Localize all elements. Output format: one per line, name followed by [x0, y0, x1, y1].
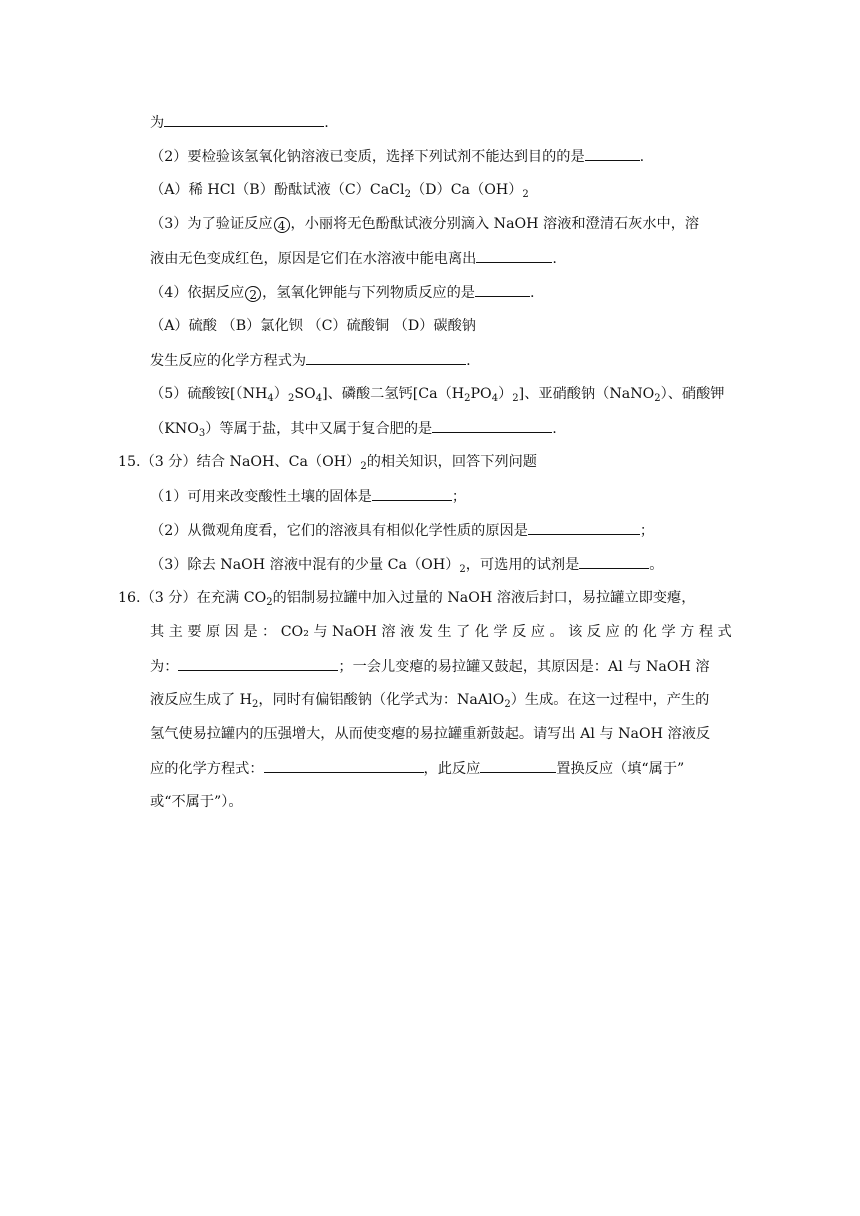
text: 的相关知识，回答下列问题 [366, 454, 537, 470]
subscript: 2 [404, 189, 411, 200]
q14-part2-options [150, 180, 529, 200]
answer-blank[interactable] [432, 418, 552, 433]
answer-blank[interactable] [306, 350, 466, 365]
q15-part3 [150, 554, 663, 574]
subscript: 4 [491, 393, 499, 404]
q16-line2-word: 原 [206, 624, 221, 640]
text: （1）可用来改变酸性土壤的固体是 [150, 489, 372, 505]
text: （KNO [150, 421, 199, 437]
text: ； [451, 489, 467, 505]
text: 15.（3 分）结合 NaOH、Ca（OH） [118, 454, 361, 470]
q16-line2-word: 要 [187, 624, 202, 640]
subscript: 2 [654, 393, 661, 404]
q16-line2-word: 因 [224, 624, 239, 640]
answer-blank[interactable] [264, 758, 424, 773]
answer-blank[interactable] [476, 248, 552, 263]
text: 为 [150, 115, 165, 131]
text: 或“不属于”）。 [150, 794, 243, 810]
q16-line2-word: 方 [680, 624, 695, 640]
text: PO [470, 386, 492, 402]
q16-line3 [150, 656, 710, 676]
subscript: 2 [504, 699, 511, 710]
subscript: 2 [360, 461, 367, 472]
text: 氢气使易拉罐内的压强增大，从而使变瘪的易拉罐重新鼓起。请写出 Al 与 NaOH 溶液反 [150, 726, 711, 742]
text: ]、磷酸二氢钙[Ca（H [322, 386, 465, 402]
subscript: 2 [287, 393, 295, 404]
q16-line2-word: 学 [661, 624, 676, 640]
text: ，可选用的试剂是 [465, 557, 580, 573]
q14-part3 [150, 214, 699, 234]
q14-part4-equation [150, 350, 471, 370]
q14-part4-options [150, 316, 476, 336]
text: （3）为了验证反应 [150, 216, 273, 232]
q16-line2-word: 。 [549, 624, 564, 640]
answer-blank[interactable] [475, 282, 530, 297]
q16-line2-word: 其 [150, 624, 165, 640]
text: 的铝制易拉罐中加入过量的 NaOH 溶液后封口，易拉罐立即变瘪， [272, 590, 696, 606]
q14-part3-line2 [150, 248, 557, 268]
text: . [529, 285, 535, 301]
subscript: 2 [512, 393, 519, 404]
subscript: 2 [266, 597, 273, 608]
text: . [324, 115, 329, 131]
q16-line5 [150, 724, 710, 744]
answer-blank[interactable] [480, 758, 556, 773]
text: ，小丽将无色酚酞试液分别滴入 NaOH 溶液和澄清石灰水中，溶 [290, 216, 700, 232]
text: . [552, 421, 557, 437]
answer-blank[interactable] [372, 486, 452, 501]
q16-line2-word: 了 [456, 624, 471, 640]
q16-line7 [150, 792, 243, 812]
q16-line2-word: 式 [717, 624, 732, 640]
text: . [552, 251, 557, 267]
text: （4）依据反应 [150, 285, 245, 301]
answer-blank[interactable] [178, 656, 338, 671]
q16-line2-word: 化 [642, 624, 657, 640]
q16-line1 [118, 588, 695, 608]
q15-part1 [150, 486, 466, 506]
q16-line2-word: 应 [605, 624, 620, 640]
text: ）生成。在这一过程中，产生的 [510, 692, 710, 708]
answer-blank[interactable] [579, 554, 649, 569]
text: ，同时有偏铝酸钠（化学式为：NaAlO [258, 692, 505, 708]
subscript: 4 [267, 393, 274, 404]
subscript: 2 [459, 564, 466, 575]
text: ，氢氧化钾能与下列物质反应的是 [262, 285, 475, 301]
text: ，此反应 [423, 761, 481, 777]
text: （3）除去 NaOH 溶液中混有的少量 Ca（OH） [150, 557, 460, 573]
answer-blank[interactable] [585, 146, 640, 161]
q14-part5 [150, 384, 732, 404]
text: 应的化学方程式： [150, 761, 264, 777]
q14-answer-line [150, 112, 329, 132]
q16-line2-word: 反 [512, 624, 527, 640]
q16-line2-word: 学 [493, 624, 508, 640]
text: 发生反应的化学方程式为 [150, 353, 307, 369]
q16-line2-word: 该 [568, 624, 583, 640]
q16-line2-word: ： [262, 624, 277, 640]
text: 置换反应（填“属于” [556, 761, 685, 777]
q16-line2-word: 生 [437, 624, 452, 640]
q16-line2-word: 应 [530, 624, 545, 640]
q16-line2-word: 与 [313, 624, 328, 640]
q15-part2 [150, 520, 654, 540]
text: （A）硫酸 （B）氯化钡 （C）硫酸铜 （D）碳酸钠 [150, 318, 476, 334]
text: （5）硫酸铵[（NH [150, 386, 268, 402]
subscript: 2 [464, 393, 471, 404]
text: . [639, 149, 645, 165]
text: SO [294, 386, 316, 402]
q14-part4 [150, 282, 535, 302]
text: 16.（3 分）在充满 CO [118, 590, 267, 606]
subscript: 3 [198, 428, 206, 439]
q16-line6 [150, 758, 684, 778]
circled-number: 4 [274, 217, 290, 233]
q16-line2-word: 主 [168, 624, 183, 640]
q14-part2 [150, 146, 644, 166]
answer-blank[interactable] [528, 520, 640, 535]
q16-line2-word: 化 [474, 624, 489, 640]
text: （A）稀 HCl（B）酚酞试液（C）CaCl [150, 182, 405, 198]
text: （2）从微观角度看，它们的溶液具有相似化学性质的原因是 [150, 523, 528, 539]
text: ]、亚硝酸钠（NaNO [518, 386, 655, 402]
q16-line2-word: 反 [586, 624, 601, 640]
subscript: 2 [252, 699, 259, 710]
text: 液反应生成了 H [150, 692, 253, 708]
text: （D）Ca（OH） [410, 182, 523, 198]
q16-line2-word: 溶 [381, 624, 396, 640]
q16-line2-word: CO₂ [280, 624, 309, 640]
q16-line2-word: 是 [243, 624, 258, 640]
q16-line4 [150, 690, 709, 710]
answer-blank[interactable] [164, 112, 324, 127]
q15-heading [118, 452, 537, 472]
subscript: 4 [315, 393, 323, 404]
text: ；一会儿变瘪的易拉罐又鼓起，其原因是：Al 与 NaOH 溶 [338, 659, 710, 675]
q16-line2-word: 程 [698, 624, 714, 640]
text: 。 [649, 557, 664, 573]
q16-line2-word: 发 [418, 624, 433, 640]
q14-part5-line2 [150, 418, 557, 438]
q16-line2-word: NaOH [332, 624, 377, 640]
text: ）等属于盐，其中又属于复合肥的是 [205, 421, 433, 437]
text: ） [498, 386, 513, 402]
text: （2）要检验该氢氧化钠溶液已变质，选择下列试剂不能达到目的的是 [150, 149, 585, 165]
text: 液由无色变成红色，原因是它们在水溶液中能电离出 [150, 251, 477, 267]
circled-number: 2 [245, 286, 261, 302]
text: ） [273, 386, 288, 402]
q16-line2-word: 的 [624, 624, 639, 640]
text: ）、硝酸钾 [660, 386, 725, 402]
text: ； [639, 523, 655, 539]
text: 为： [150, 659, 179, 675]
text: . [466, 353, 471, 369]
q16-line2-word: 液 [400, 624, 415, 640]
q16-line2 [150, 622, 732, 642]
subscript: 2 [522, 189, 529, 200]
